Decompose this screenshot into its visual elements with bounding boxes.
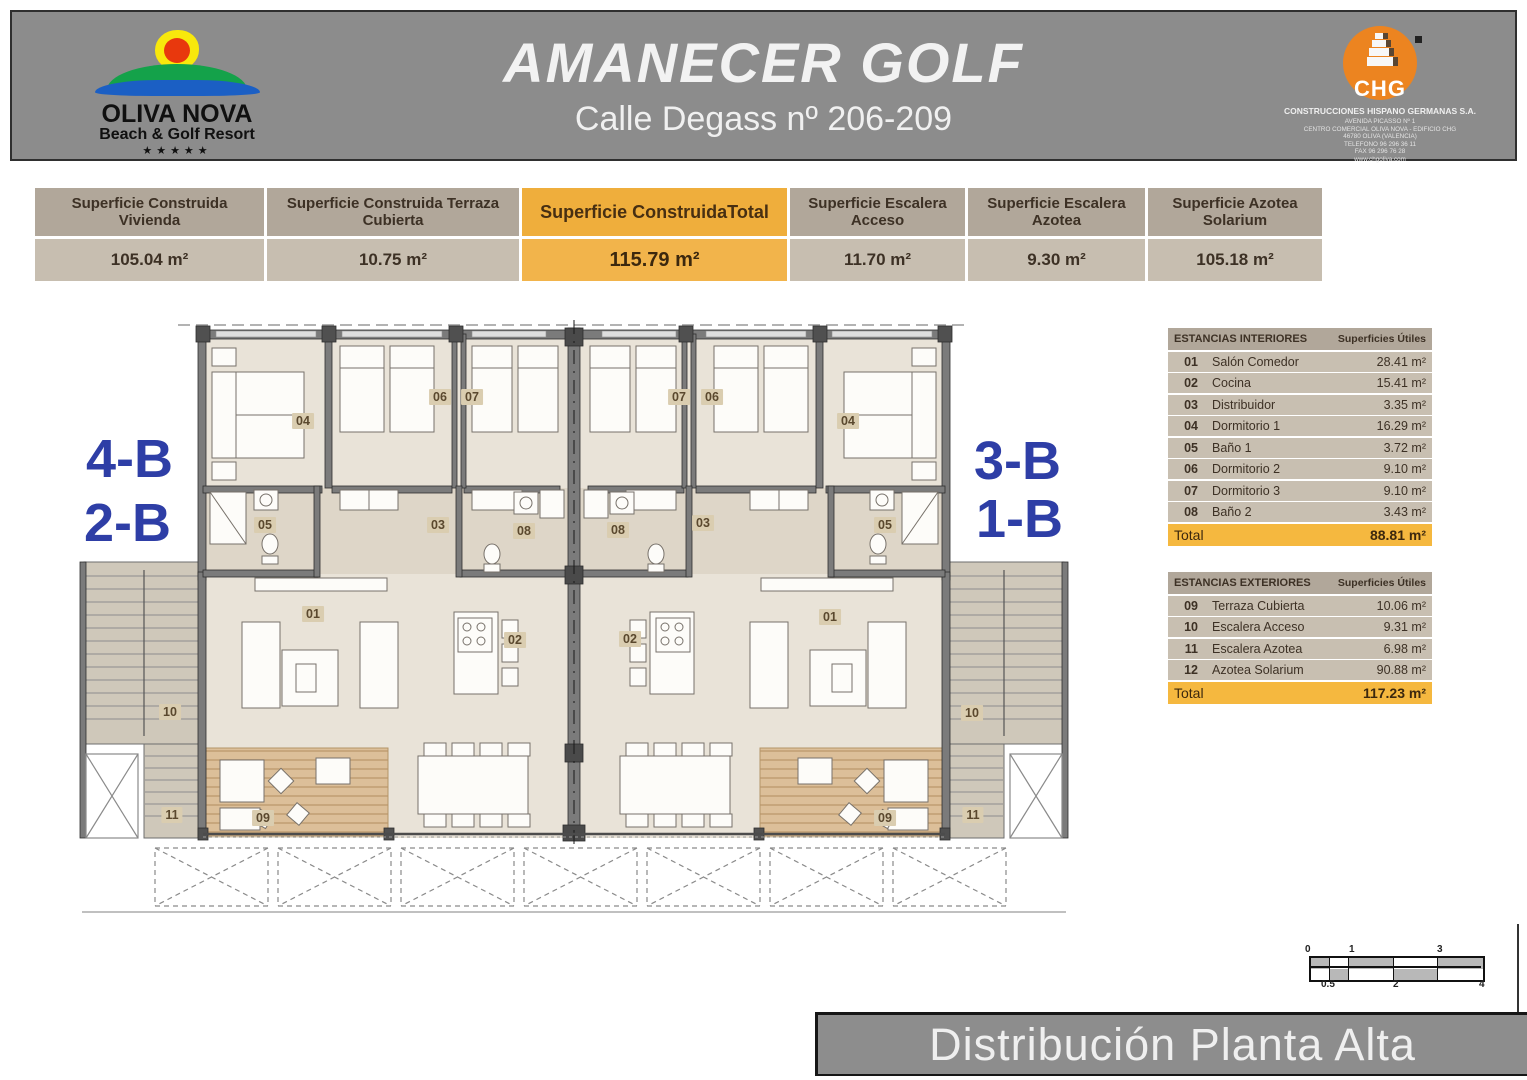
table-cell: Salón Comedor (1212, 354, 1299, 369)
exterior-total-label: Total (1174, 684, 1204, 701)
table-row (1168, 502, 1432, 522)
surface-column-0 (35, 188, 264, 281)
room-label-02: 02 (619, 631, 641, 647)
table-cell: 10.06 m² (1376, 598, 1426, 613)
room-label-06: 06 (701, 389, 723, 405)
interior-total-label: Total (1174, 526, 1204, 543)
surface-header: Superficie ConstruidaTotal (522, 188, 787, 236)
table-cell: 02 (1184, 376, 1198, 390)
chg-address-line: CENTRO COMERCIAL OLIVA NOVA - EDIFICIO CHG (1303, 125, 1457, 133)
surfaces-table (35, 188, 1322, 281)
chg-monogram: CHG (1354, 76, 1406, 101)
room-label-05: 05 (874, 517, 896, 533)
surface-value: 11.70 m² (790, 239, 965, 281)
table-cell: Baño 1 (1212, 440, 1252, 455)
room-label-06: 06 (429, 389, 451, 405)
chg-address-line: AVENIDA PICASSO Nº 1 (1344, 118, 1416, 125)
table-cell: 03 (1184, 397, 1198, 412)
page-title: AMANECER GOLF (503, 31, 1024, 94)
floor-plan (20, 320, 1160, 920)
table-cell: 6.98 m² (1383, 641, 1426, 656)
room-label-01: 01 (819, 609, 841, 625)
table-row (1168, 660, 1432, 680)
table-row (1168, 481, 1432, 501)
surface-column-5 (1148, 188, 1322, 281)
table-cell: 07 (1184, 483, 1198, 498)
table-row (1168, 395, 1432, 415)
room-label-08: 08 (513, 523, 535, 539)
chg-circle-icon (1343, 26, 1417, 100)
scale-tick-2: 2 (1393, 979, 1399, 990)
table-cell: 9.10 m² (1383, 483, 1426, 498)
table-row (1168, 459, 1432, 479)
room-label-07: 07 (461, 389, 483, 405)
scale-tick-4: 4 (1479, 979, 1485, 990)
table-cell: 3.72 m² (1383, 440, 1426, 455)
room-label-03: 03 (692, 515, 714, 531)
room-label-04: 04 (292, 413, 314, 429)
table-cell: 05 (1184, 440, 1198, 455)
table-row (1168, 373, 1432, 393)
apartment-label-3b: 3-B (974, 431, 1062, 491)
surface-column-3 (790, 188, 965, 281)
scale-tick-3: 3 (1437, 944, 1443, 955)
chg-logo (1283, 20, 1477, 163)
table-cell: Dormitorio 1 (1212, 419, 1281, 433)
tower-icon (1367, 32, 1395, 66)
table-row (1168, 617, 1432, 637)
scale-bar (1303, 944, 1487, 990)
table-cell: 3.35 m² (1383, 397, 1426, 412)
floor-plan-drawing (20, 320, 1160, 920)
interior-units-header: Superficies Útiles (1337, 333, 1426, 345)
exterior-total-value: 117.23 m² (1362, 684, 1426, 701)
room-label-04: 04 (837, 413, 859, 429)
table-cell: 9.10 m² (1383, 462, 1426, 476)
table-row (1168, 438, 1432, 458)
five-stars: ★★★★★ (142, 145, 212, 157)
surface-value: 10.75 m² (267, 239, 519, 281)
room-label-11: 11 (161, 807, 182, 823)
room-label-02: 02 (504, 632, 526, 648)
table-cell: Escalera Azotea (1212, 641, 1303, 656)
table-cell: 3.43 m² (1383, 505, 1426, 519)
scale-tick-05: 0.5 (1321, 979, 1335, 990)
page-subtitle: Calle Degass nº 206-209 (574, 100, 953, 138)
table-cell: 04 (1184, 419, 1198, 433)
room-label-05: 05 (254, 517, 276, 533)
surface-value: 115.79 m² (522, 239, 787, 281)
exterior-table-title: ESTANCIAS EXTERIORES (1174, 577, 1311, 589)
surface-value: 105.04 m² (35, 239, 264, 281)
table-cell: Azotea Solarium (1212, 663, 1304, 677)
interior-total-value: 88.81 m² (1369, 526, 1426, 543)
room-label-11: 11 (962, 807, 983, 823)
exterior-units-header: Superficies Útiles (1337, 577, 1426, 589)
table-row (1168, 639, 1432, 659)
interior-rooms-table (1168, 328, 1432, 546)
scale-tick-1: 1 (1349, 944, 1355, 955)
table-cell: 28.41 m² (1376, 354, 1426, 369)
table-cell: Distribuidor (1212, 397, 1276, 412)
table-cell: 09 (1184, 598, 1198, 613)
drawing-title-bar (815, 1012, 1527, 1076)
table-cell: 10 (1184, 620, 1198, 634)
table-row (1168, 416, 1432, 436)
exterior-rooms-table (1168, 572, 1432, 704)
drawing-title: Distribución Planta Alta (929, 1018, 1416, 1070)
table-cell: 11 (1184, 641, 1198, 656)
room-label-03: 03 (427, 517, 449, 533)
table-cell: Dormitorio 2 (1212, 462, 1281, 476)
surface-header: Superficie Construida Vivienda (35, 188, 264, 236)
surface-header: Superficie Azotea Solarium (1148, 188, 1322, 236)
chg-address-line: FAX 96 296 76 28 (1354, 148, 1406, 156)
scale-tick-0: 0 (1305, 944, 1311, 955)
table-cell: Terraza Cubierta (1212, 598, 1305, 613)
surface-header: Superficie Escalera Azotea (968, 188, 1145, 236)
table-cell: Dormitorio 3 (1212, 483, 1281, 498)
apartment-label-1b: 1-B (976, 489, 1064, 549)
room-label-10: 10 (961, 705, 983, 721)
apartment-label-4b: 4-B (86, 429, 174, 489)
surface-value: 105.18 m² (1148, 239, 1322, 281)
oliva-nova-tagline: Beach & Golf Resort (99, 126, 255, 143)
header-bar (10, 10, 1517, 161)
table-cell: Cocina (1212, 376, 1251, 390)
table-cell: 12 (1184, 663, 1198, 677)
table-row (1168, 352, 1432, 372)
surface-header: Superficie Escalera Acceso (790, 188, 965, 236)
table-cell: 90.88 m² (1376, 663, 1426, 677)
room-label-01: 01 (302, 606, 324, 622)
room-label-10: 10 (159, 704, 181, 720)
apartment-label-2b: 2-B (84, 493, 172, 553)
surface-value: 9.30 m² (968, 239, 1145, 281)
table-row (1168, 596, 1432, 616)
surface-header: Superficie Construida Terraza Cubierta (267, 188, 519, 236)
surface-column-1 (267, 188, 519, 281)
room-label-09: 09 (874, 810, 896, 826)
table-cell: 08 (1184, 505, 1198, 519)
chg-dot (1415, 36, 1422, 43)
interior-table-title: ESTANCIAS INTERIORES (1174, 333, 1308, 345)
table-cell: Escalera Acceso (1212, 620, 1305, 634)
chg-address-line: 46780 OLIVA (VALENCIA) (1343, 133, 1417, 141)
table-cell: 15.41 m² (1376, 376, 1426, 390)
table-cell: 9.31 m² (1383, 620, 1426, 634)
table-cell: 06 (1184, 462, 1198, 476)
sheet-border (1517, 924, 1519, 1014)
chg-address-block (1267, 118, 1493, 164)
room-label-09: 09 (252, 810, 274, 826)
chg-address-line: TELEFONO 96 296 36 11 (1344, 140, 1416, 148)
surface-column-2 (522, 188, 787, 281)
table-cell: 01 (1184, 354, 1198, 369)
room-label-07: 07 (668, 389, 690, 405)
table-cell: Baño 2 (1212, 505, 1252, 519)
surface-column-4 (968, 188, 1145, 281)
chg-company: CONSTRUCCIONES HISPANO GERMANAS S.A. (1283, 106, 1477, 116)
oliva-nova-name: OLIVA NOVA (101, 100, 253, 128)
room-label-08: 08 (607, 522, 629, 538)
chg-address-line: www.chgoliva.com (1354, 155, 1406, 163)
table-cell: 16.29 m² (1376, 419, 1426, 433)
